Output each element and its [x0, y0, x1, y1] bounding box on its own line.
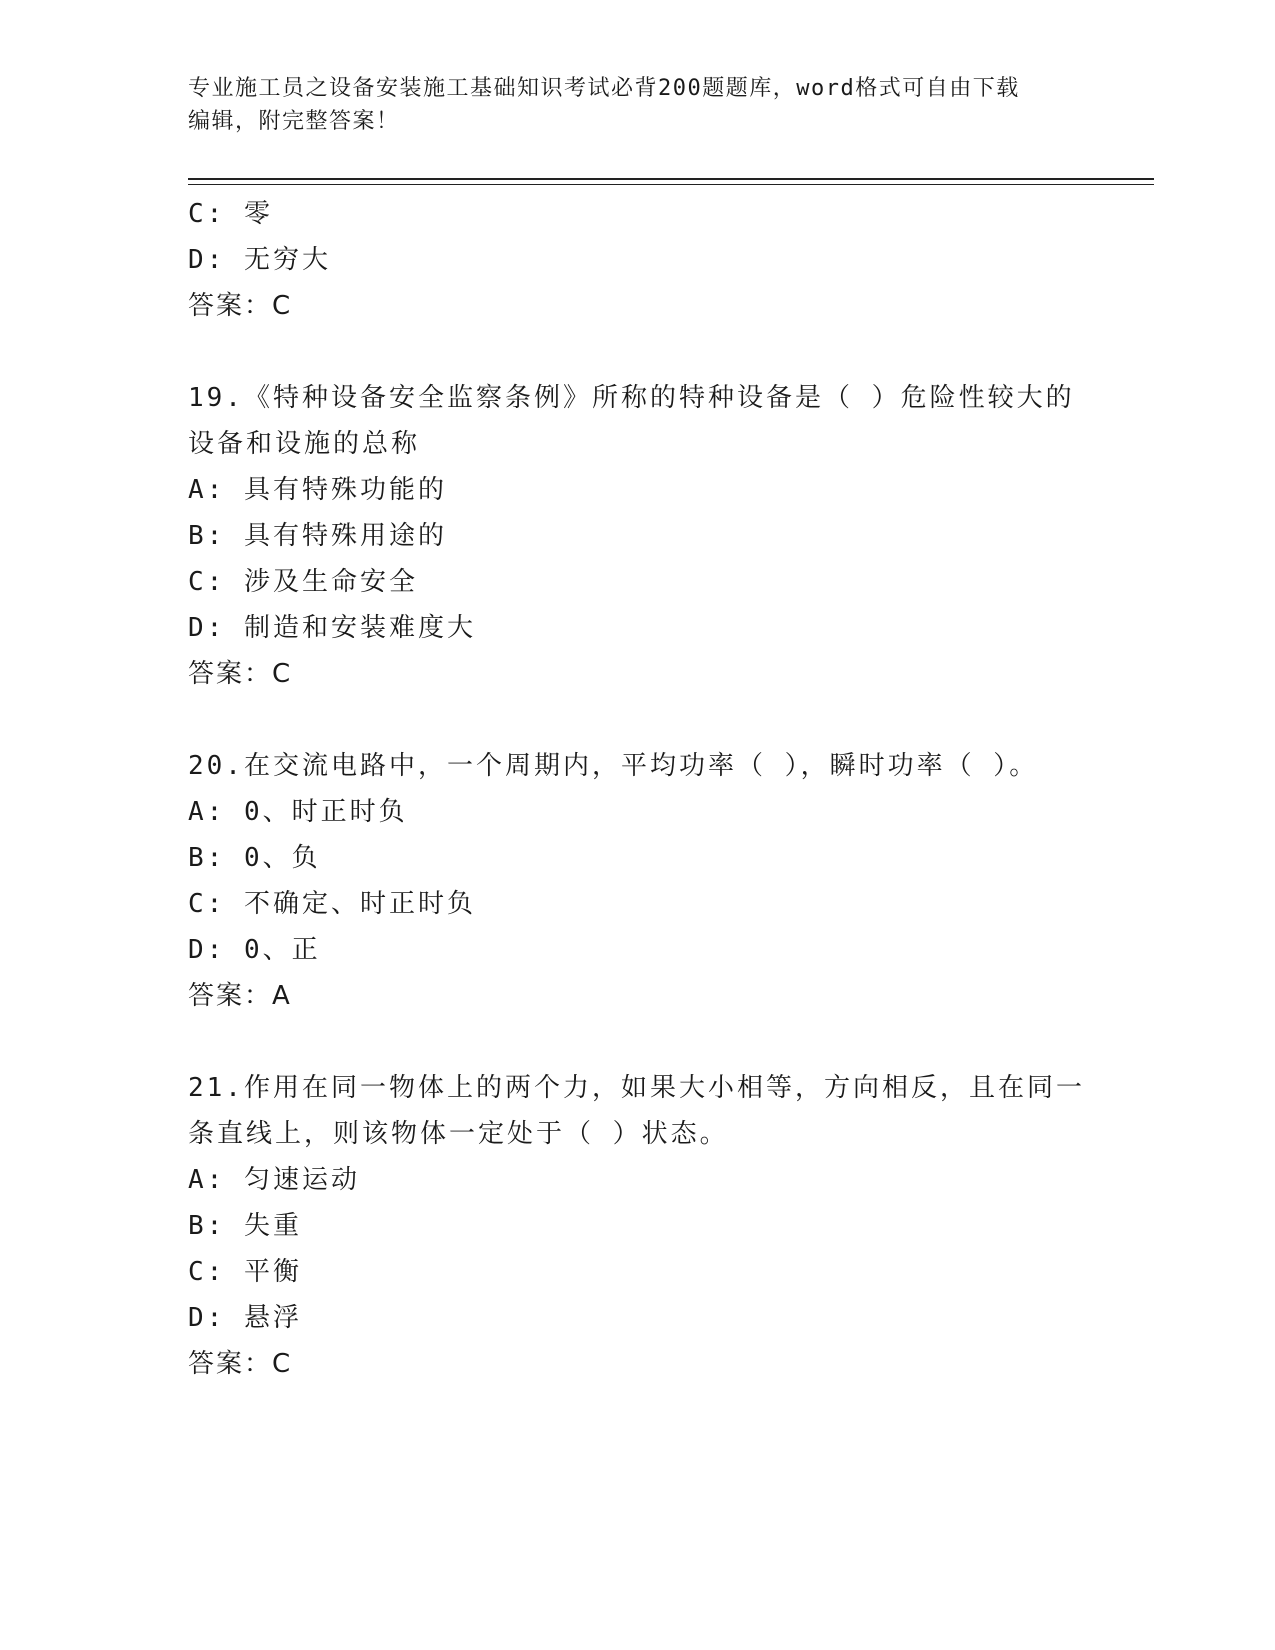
- option-label: D: [188, 1303, 207, 1333]
- option-text: 制造和安装难度大: [243, 613, 476, 643]
- question-text-line: 20.在交流电路中，一个周期内，平均功率（ ），瞬时功率（ ）。: [188, 751, 1039, 781]
- question-list: [188, 191, 1118, 1387]
- option-text: 无穷大: [243, 245, 331, 275]
- option-c: C: 零: [188, 199, 273, 229]
- option-text: 具有特殊功能的: [243, 475, 447, 505]
- option-label: A: [188, 1165, 207, 1195]
- option-d: D: 悬浮: [188, 1303, 302, 1333]
- spacer: [188, 1019, 1118, 1065]
- option-label: A: [188, 797, 207, 827]
- answer-line: 答案：A: [188, 981, 292, 1011]
- option-a: A: 匀速运动: [188, 1165, 360, 1195]
- option-c: C: 平衡: [188, 1257, 302, 1287]
- option-label: C: [188, 1257, 207, 1287]
- option-text: 平衡: [243, 1257, 302, 1287]
- question-20: [188, 743, 1118, 1019]
- header-line-1: 专业施工员之设备安装施工基础知识考试必背200题题库，word格式可自由下载: [188, 76, 1020, 101]
- spacer: [188, 329, 1118, 375]
- option-c: C: 不确定、时正时负: [188, 889, 476, 919]
- question-21: [188, 1065, 1118, 1387]
- previous-question-tail: [188, 191, 1118, 329]
- option-a: A: 具有特殊功能的: [188, 475, 447, 505]
- option-label: B: [188, 521, 207, 551]
- option-a: A: 0、时正时负: [188, 797, 408, 827]
- answer-line: 答案：C: [188, 659, 293, 689]
- question-19: [188, 375, 1118, 697]
- answer-line: 答案：C: [188, 291, 293, 321]
- option-text: 涉及生命安全: [243, 567, 418, 597]
- question-text-line: 条直线上，则该物体一定处于（ ）状态。: [188, 1119, 729, 1149]
- spacer: [188, 697, 1118, 743]
- option-d: D: 无穷大: [188, 245, 331, 275]
- option-label: B: [188, 843, 207, 873]
- option-label: C: [188, 199, 207, 229]
- question-text-line: 19.《特种设备安全监察条例》所称的特种设备是（ ）危险性较大的: [188, 383, 1075, 413]
- question-text-line: 21.作用在同一物体上的两个力，如果大小相等，方向相反，且在同一: [188, 1073, 1085, 1103]
- answer-line: 答案：C: [188, 1349, 293, 1379]
- option-label: C: [188, 567, 207, 597]
- header-rule-thin: [188, 184, 1154, 185]
- header-line-2: 编辑，附完整答案！: [188, 109, 400, 134]
- option-label: B: [188, 1211, 207, 1241]
- option-text: 0、正: [243, 935, 321, 965]
- option-text: 匀速运动: [243, 1165, 360, 1195]
- option-text: 悬浮: [243, 1303, 302, 1333]
- header-rule-thick: [188, 178, 1154, 180]
- option-d: D: 制造和安装难度大: [188, 613, 476, 643]
- option-label: D: [188, 613, 207, 643]
- option-text: 零: [243, 199, 273, 229]
- document-header: [188, 72, 1088, 138]
- option-d: D: 0、正: [188, 935, 321, 965]
- option-b: B: 具有特殊用途的: [188, 521, 447, 551]
- option-c: C: 涉及生命安全: [188, 567, 418, 597]
- option-label: A: [188, 475, 207, 505]
- option-label: D: [188, 245, 207, 275]
- option-b: B: 0、负: [188, 843, 321, 873]
- question-text-line: 设备和设施的总称: [188, 429, 421, 459]
- option-text: 0、时正时负: [243, 797, 408, 827]
- option-text: 失重: [243, 1211, 302, 1241]
- option-b: B: 失重: [188, 1211, 302, 1241]
- option-text: 不确定、时正时负: [243, 889, 476, 919]
- option-label: C: [188, 889, 207, 919]
- option-text: 具有特殊用途的: [243, 521, 447, 551]
- option-label: D: [188, 935, 207, 965]
- option-text: 0、负: [243, 843, 321, 873]
